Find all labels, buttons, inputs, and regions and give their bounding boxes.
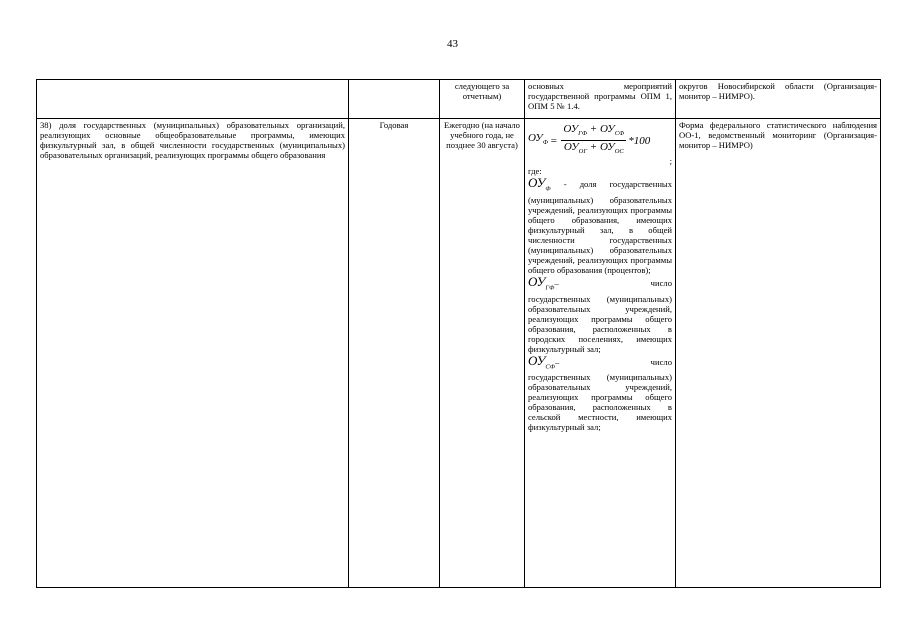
cell-periodicity: Годовая (349, 119, 440, 588)
cell-periodicity-empty (349, 80, 440, 119)
table-row-continued (37, 80, 881, 119)
variable-symbol: $ОУ_Ф$ (528, 175, 551, 193)
formula-denominator: $ОУ_{ОГ} + ОУ_{ОС}$ (563, 141, 624, 156)
formula-lhs: $ОУ_Ф$ (528, 132, 548, 147)
table-row-indicator-38 (37, 119, 881, 588)
where-label: где: (528, 166, 542, 177)
variable-definition: $ОУ_{ГФ}-$ число государственных (муниципальных) образовательных учреждений, реализующих программы общего образования, расположенных в городских поселениях, имеющих физкультурный зал; (528, 273, 672, 354)
formula-equals: = (549, 134, 558, 147)
page-number: 43 (447, 38, 458, 50)
formula-fraction (561, 123, 626, 158)
calculation-formula (528, 123, 672, 158)
cell-calculation-method (525, 119, 676, 588)
formula-multiplier: *100 (628, 134, 651, 147)
cell-source-continued: округов Новосибирской области (Организация-монитор – НИМРО). (676, 80, 881, 119)
cell-timing-continued: следующего за отчетным) (440, 80, 525, 119)
formula-numerator: $ОУ_{ГФ} + ОУ_{СФ}$ (561, 123, 626, 141)
cell-indicator-name: 38) доля государственных (муниципальных) образовательных организаций, реализующих основные общеобразовательные программы, имеющих физкультурный зал, в общей численности государственных (муниципальных) образовательных организаций, реализующих программы общего образования (37, 119, 349, 588)
cell-indicator-empty (37, 80, 349, 119)
cell-timing: Ежегодно (на начало учебного года, не позднее 30 августа) (440, 119, 525, 588)
indicator-table (36, 79, 881, 588)
variable-definition: $ОУ_Ф$ - доля государственных (муниципальных) образовательных учреждений, реализующих программы общего образования, имеющих физкультурный зал, в общей численности государственных (муниципальных) образовательных учреждений, реализующих программы общего образования (процентов); (528, 175, 672, 275)
cell-data-source: Форма федерального статистического наблюдения ОО-1, ведомственный мониторинг (Организация-монитор – НИМРО) (676, 119, 881, 588)
formula-terminator: ; (669, 156, 672, 167)
cell-method-continued: основных мероприятий государственной программы ОПМ 1, ОПМ 5 № 1.4. (525, 80, 676, 119)
variable-symbol: $ОУ_{ГФ}$ (528, 273, 555, 292)
variable-symbol: $ОУ_{СФ}$ (528, 352, 555, 371)
variable-definition: $ОУ_{СФ}-$ число государственных (муниципальных) образовательных учреждений, реализующих программы общего образования, расположенных в сельской местности, имеющих физкультурный зал; (528, 352, 672, 433)
